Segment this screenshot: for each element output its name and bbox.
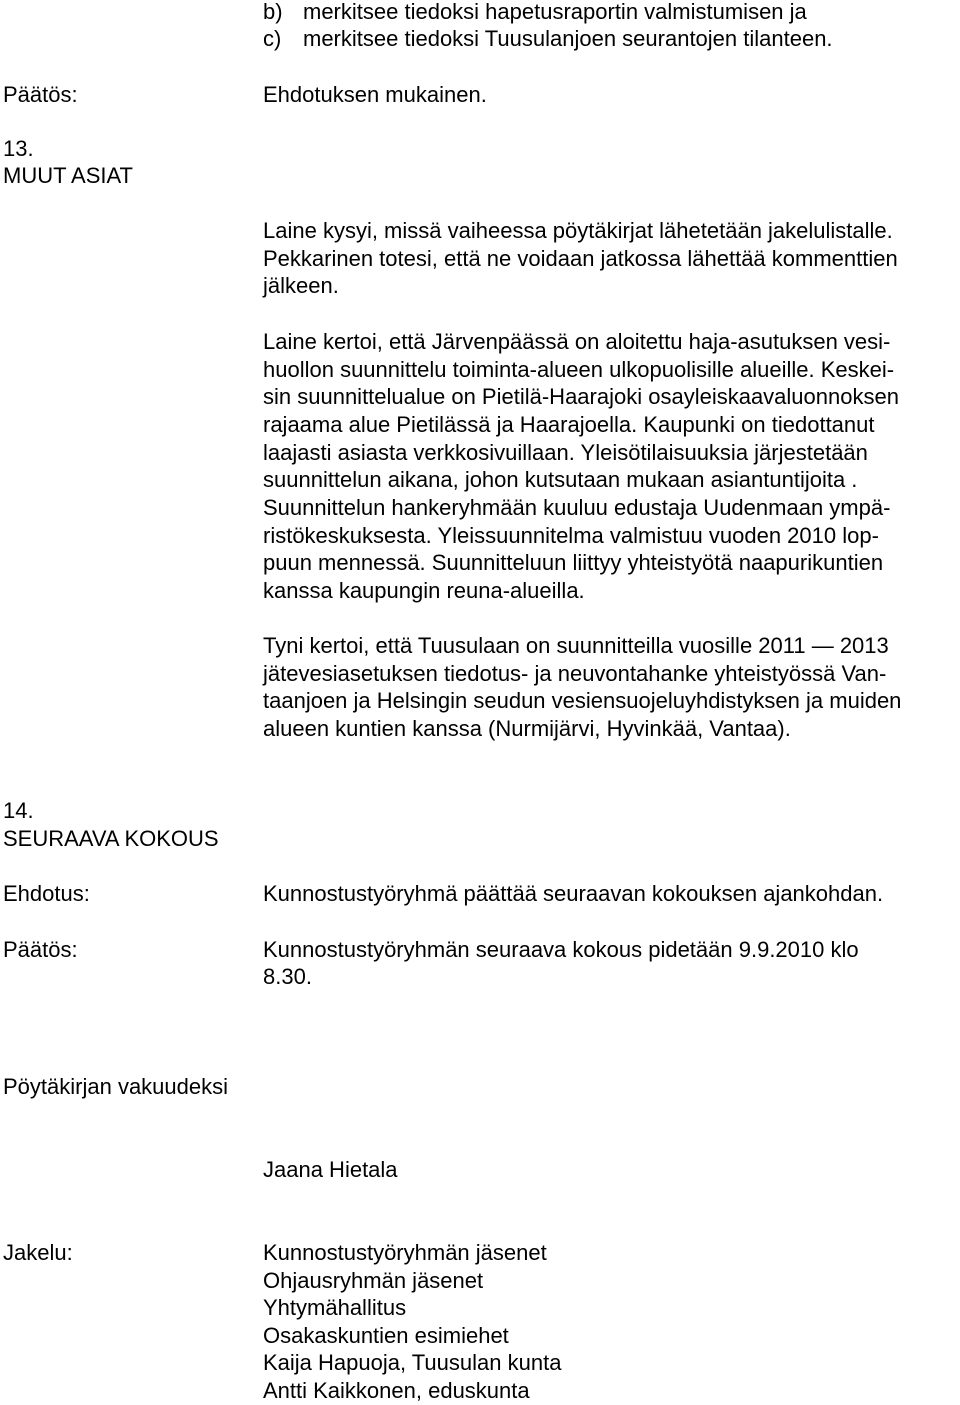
- decision-text-line: 8.30.: [263, 964, 312, 989]
- list-marker: c): [263, 26, 282, 51]
- section-title: MUUT ASIAT: [3, 163, 133, 188]
- paragraph-line: kanssa kaupungin reuna-alueilla.: [263, 578, 585, 603]
- decision-label: Päätös:: [3, 937, 78, 962]
- paragraph-line: alueen kuntien kanssa (Nurmijärvi, Hyvinkää, Vantaa).: [263, 716, 791, 741]
- paragraph-line: Pekkarinen totesi, että ne voidaan jatkossa lähettää kommenttien: [263, 246, 898, 271]
- list-item-b: [263, 0, 807, 26]
- paragraph-line: rajaama alue Pietilässä ja Haarajoella. Kaupunki on tiedottanut: [263, 412, 875, 437]
- distribution-recipient: Kunnostustyöryhmän jäsenet: [263, 1240, 547, 1265]
- paragraph-line: jälkeen.: [263, 273, 339, 298]
- decision-text-line: Kunnostustyöryhmän seuraava kokous pidetään 9.9.2010 klo: [263, 937, 859, 962]
- decision-label: Päätös:: [3, 82, 78, 107]
- decision-text: Ehdotuksen mukainen.: [263, 82, 487, 107]
- paragraph-line: taanjoen ja Helsingin seudun vesiensuojeluyhdistyksen ja muiden: [263, 688, 902, 713]
- distribution-recipient: Yhtymähallitus: [263, 1295, 407, 1320]
- list-item-text: merkitsee tiedoksi Tuusulanjoen seurantojen tilanteen.: [303, 26, 833, 51]
- distribution-recipient: Osakaskuntien esimiehet: [263, 1323, 509, 1348]
- paragraph-line: ristökeskuksesta. Yleissuunnitelma valmistuu vuoden 2010 lop-: [263, 523, 879, 548]
- proposal-label: Ehdotus:: [3, 881, 90, 906]
- signer-name: Jaana Hietala: [263, 1157, 398, 1182]
- proposal-text: Kunnostustyöryhmä päättää seuraavan kokouksen ajankohdan.: [263, 881, 884, 906]
- paragraph-line: Laine kertoi, että Järvenpäässä on aloitettu haja-asutuksen vesi-: [263, 329, 891, 354]
- paragraph-line: laajasti asiasta verkkosivuillaan. Yleisötilaisuuksia järjestetään: [263, 440, 868, 465]
- paragraph-line: huollon suunnittelu toiminta-alueen ulkopuolisille alueille. Keskei-: [263, 357, 895, 382]
- list-marker: b): [263, 0, 283, 24]
- paragraph-line: puun mennessä. Suunnitteluun liittyy yhteistyötä naapurikuntien: [263, 550, 884, 575]
- paragraph-line: Laine kysyi, missä vaiheessa pöytäkirjat lähetetään jakelulistalle.: [263, 218, 893, 243]
- paragraph-line: Suunnittelun hankeryhmään kuuluu edustaja Uudenmaan ympä-: [263, 495, 891, 520]
- paragraph-line: sin suunnittelualue on Pietilä-Haarajoki osayleiskaavaluonnoksen: [263, 384, 899, 409]
- section-title: SEURAAVA KOKOUS: [3, 826, 219, 851]
- paragraph-line: jätevesiasetuksen tiedotus- ja neuvontahanke yhteistyössä Van-: [263, 661, 887, 686]
- distribution-recipient: Ohjausryhmän jäsenet: [263, 1268, 484, 1293]
- list-item-text: merkitsee tiedoksi hapetusraportin valmistumisen ja: [303, 0, 807, 24]
- distribution-recipient: Kaija Hapuoja, Tuusulan kunta: [263, 1350, 562, 1375]
- distribution-recipient: Antti Kaikkonen, eduskunta: [263, 1378, 530, 1403]
- certification-label: Pöytäkirjan vakuudeksi: [3, 1074, 229, 1099]
- section-number: 13.: [3, 136, 34, 161]
- distribution-label: Jakelu:: [3, 1240, 73, 1265]
- paragraph-line: Tyni kertoi, että Tuusulaan on suunnitteilla vuosille 2011 — 2013: [263, 633, 889, 658]
- section-number: 14.: [3, 798, 34, 823]
- paragraph-line: suunnittelun aikana, johon kutsutaan mukaan asiantuntijoita .: [263, 467, 858, 492]
- list-item-c: [263, 25, 833, 53]
